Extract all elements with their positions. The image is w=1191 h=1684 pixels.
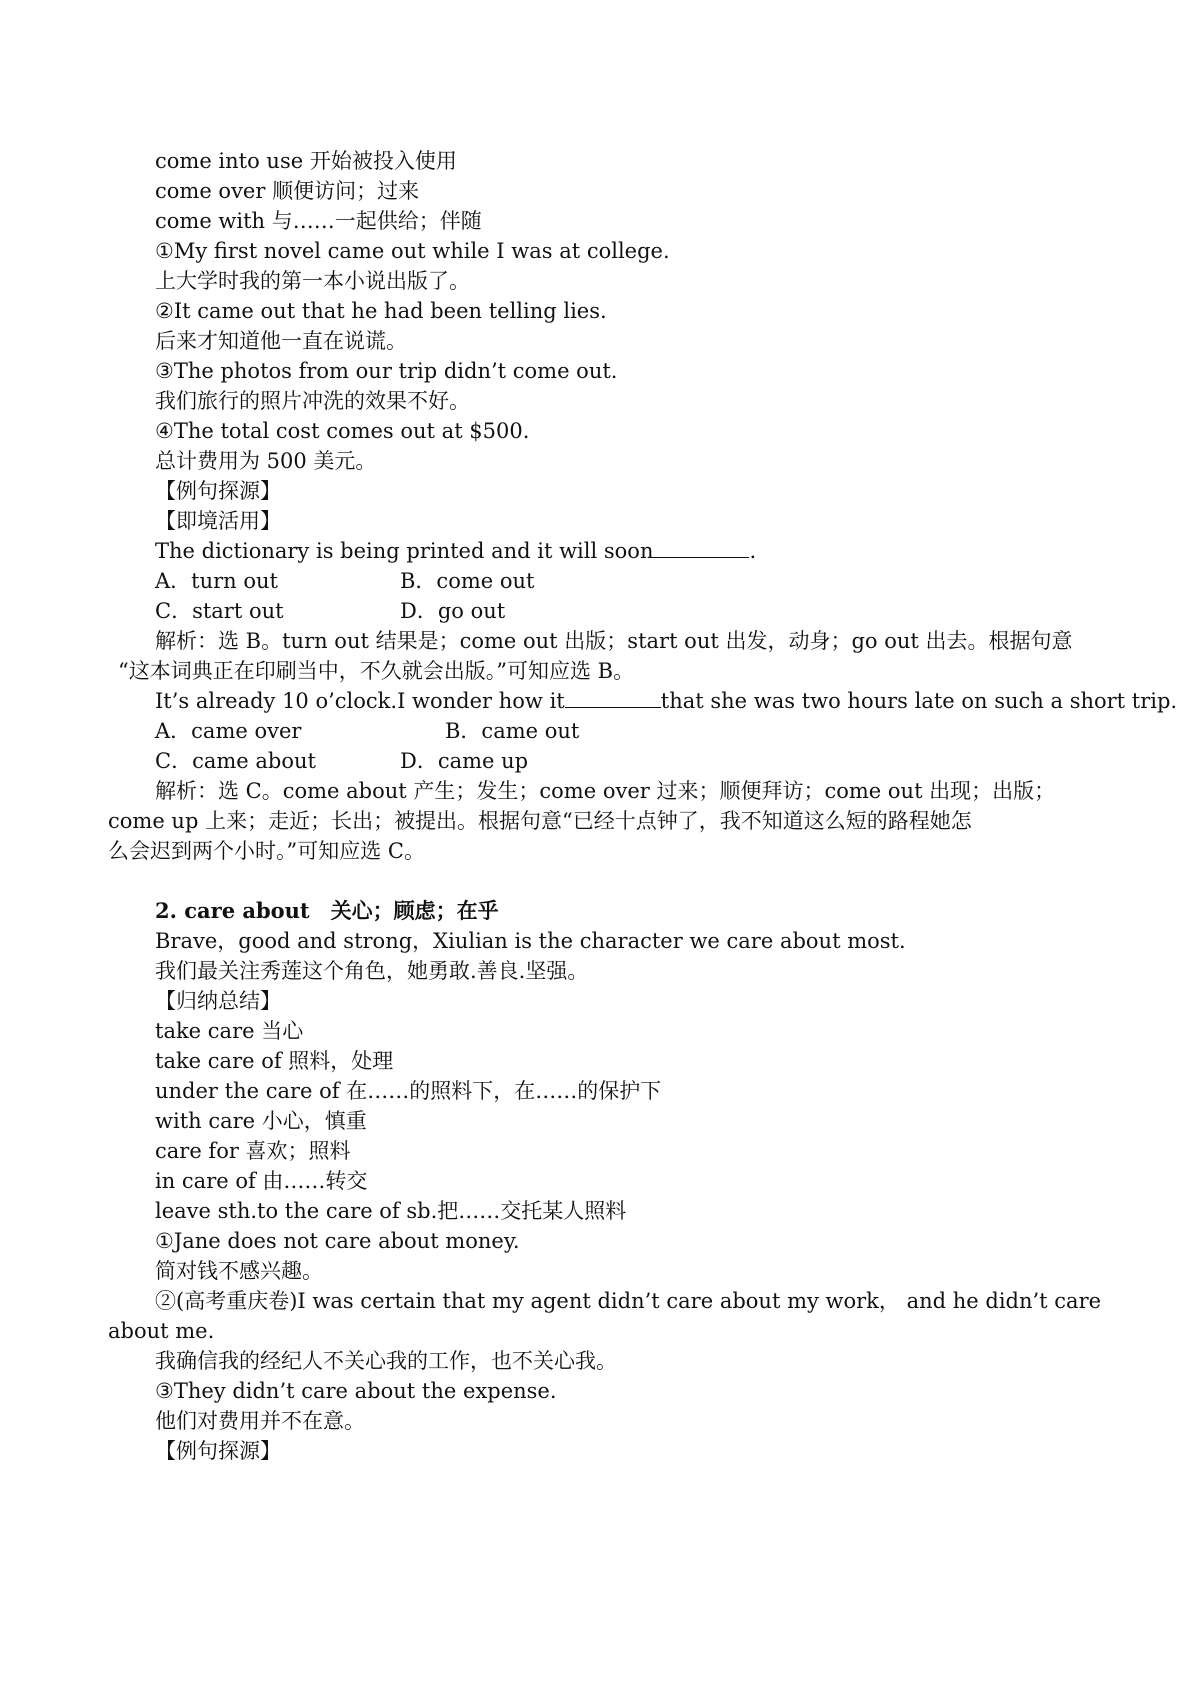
question-1-analysis-line-1: 解析：选 B。turn out 结果是；come out 出版；start out 出发，动身；go out 出去。根据句意 <box>155 629 1073 653</box>
question-1-stem-text: The dictionary is being printed and it will soon <box>155 539 654 563</box>
phrase-care-for: care for 喜欢；照料 <box>155 1139 351 1163</box>
question-1-options-row-1 <box>155 566 1085 596</box>
care-example-2-en-line-1: ②(高考重庆卷)I was certain that my agent didn’t care about my work， and he didn’t care <box>155 1289 1102 1313</box>
care-source-heading: 【例句探源】 <box>155 1439 281 1463</box>
care-about-example-zh: 我们最关注秀莲这个角色，她勇敢.善良.坚强。 <box>155 959 589 983</box>
question-2-option-b: B．came out <box>445 719 580 743</box>
question-2-analysis-line-3: 么会迟到两个小时。”可知应选 C。 <box>108 839 425 863</box>
question-1-options-row-2 <box>155 596 1085 626</box>
example-1-en: ①My first novel came out while I was at college. <box>155 239 670 263</box>
question-1-option-a: A．turn out <box>155 569 278 593</box>
care-example-2-zh: 我确信我的经纪人不关心我的工作，也不关心我。 <box>155 1349 617 1373</box>
care-example-2-en-line-2: about me. <box>108 1319 215 1343</box>
example-1-zh: 上大学时我的第一本小说出版了。 <box>155 269 470 293</box>
question-1-stem-end: . <box>749 539 757 563</box>
phrase-with-care: with care 小心，慎重 <box>155 1109 367 1133</box>
question-2-analysis-line-1: 解析：选 C。come about 产生；发生；come over 过来；顺便拜访；come out 出现；出版； <box>155 779 1056 803</box>
example-3-zh: 我们旅行的照片冲洗的效果不好。 <box>155 389 470 413</box>
question-2-stem-text: It’s already 10 o’clock.I wonder how it <box>155 689 565 713</box>
example-2-en: ②It came out that he had been telling lies. <box>155 299 607 323</box>
phrase-come-over: come over 顺便访问；过来 <box>155 179 420 203</box>
question-1-option-d: D．go out <box>400 599 506 623</box>
care-example-1-en: ①Jane does not care about money. <box>155 1229 520 1253</box>
care-example-3-en: ③They didn’t care about the expense. <box>155 1379 557 1403</box>
care-example-3-zh: 他们对费用并不在意。 <box>155 1409 365 1433</box>
question-1-stem <box>155 536 1085 566</box>
question-2-option-a: A．came over <box>155 719 302 743</box>
phrase-leave-sth: leave sth.to the care of sb.把……交托某人照料 <box>155 1199 627 1223</box>
phrase-take-care: take care 当心 <box>155 1019 304 1043</box>
answer-blank <box>653 537 749 558</box>
question-1-option-b: B．come out <box>400 569 535 593</box>
question-1-analysis-line-2: “这本词典正在印刷当中，不久就会出版。”可知应选 B。 <box>118 659 635 683</box>
practice-heading: 【即境活用】 <box>155 509 281 533</box>
example-4-en: ④The total cost comes out at $500. <box>155 419 530 443</box>
example-4-zh: 总计费用为 500 美元。 <box>155 449 377 473</box>
question-2-stem-end: that she was two hours late on such a short trip. <box>660 689 1178 713</box>
answer-blank <box>565 687 661 708</box>
example-2-zh: 后来才知道他一直在说谎。 <box>155 329 407 353</box>
phrase-in-care-of: in care of 由……转交 <box>155 1169 368 1193</box>
care-about-example-en: Brave，good and strong，Xiulian is the character we care about most. <box>155 929 906 953</box>
question-2-options-row-2 <box>155 746 1085 776</box>
care-example-1-zh: 简对钱不感兴趣。 <box>155 1259 323 1283</box>
source-heading: 【例句探源】 <box>155 479 281 503</box>
phrase-take-care-of: take care of 照料，处理 <box>155 1049 394 1073</box>
phrase-come-into-use: come into use 开始被投入使用 <box>155 149 457 173</box>
phrase-come-with: come with 与……一起供给；伴随 <box>155 209 482 233</box>
question-2-option-d: D．came up <box>400 749 529 773</box>
phrase-under-the-care-of: under the care of 在……的照料下，在……的保护下 <box>155 1079 662 1103</box>
question-2-stem <box>155 686 1178 716</box>
question-2-options-row-1 <box>155 716 1085 746</box>
question-2-analysis-line-2: come up 上来；走近；长出；被提出。根据句意“已经十点钟了，我不知道这么短的路程她怎 <box>108 809 972 833</box>
question-2-option-c: C．came about <box>155 749 316 773</box>
question-1-option-c: C．start out <box>155 599 284 623</box>
example-3-en: ③The photos from our trip didn’t come out. <box>155 359 618 383</box>
summary-heading: 【归纳总结】 <box>155 989 281 1013</box>
section-heading-care-about: 2. care about 关心；顾虑；在乎 <box>155 898 499 923</box>
